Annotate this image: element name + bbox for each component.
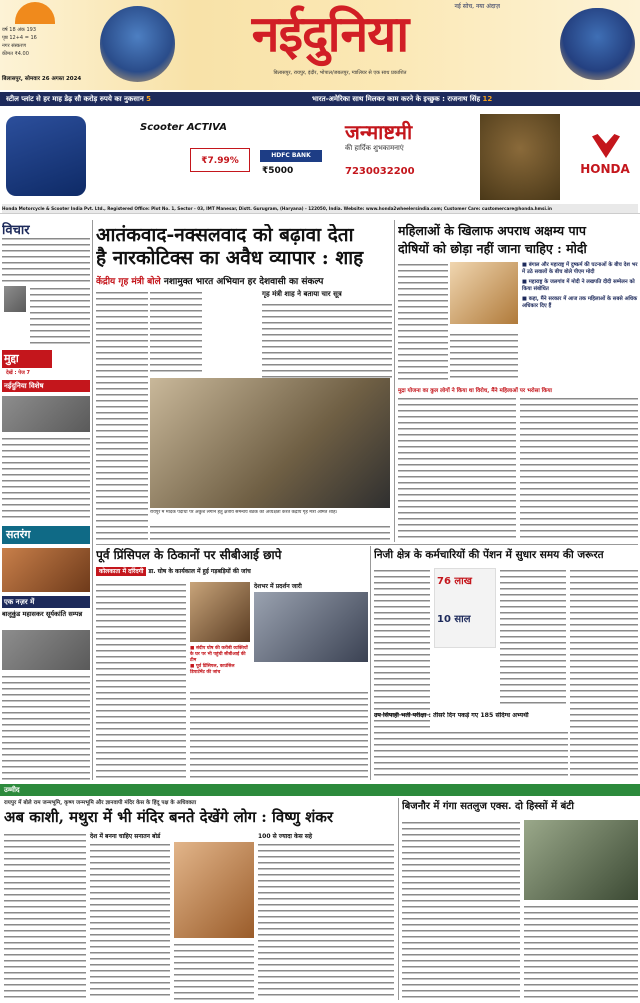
column-divider — [370, 546, 371, 780]
ad-rate-badge: ₹7.99% — [190, 148, 250, 172]
meta-line: वर्ष 18 अंक 193 — [2, 27, 37, 33]
bottom-text-col-3 — [174, 942, 254, 1000]
satrang-photo — [2, 548, 90, 592]
vishesh-photo — [2, 396, 90, 432]
section-rule — [96, 544, 638, 545]
lead-photo-caption: रायपुर में मादक पदार्थों पर अंकुश लगाने हेतु क्षेत्रीय समन्वय बैठक की अध्यक्षता करते केंद्रीय गृह मंत्री अमित शाह। — [150, 510, 338, 515]
teaser-2[interactable]: भारत-अमेरिका साथ मिलकर काम करने के इच्छुक : राजनाथ सिंह 12 — [312, 95, 493, 103]
right-headline: महिलाओं के खिलाफ अपराध अक्षम्य पाप दोषियों को छोड़ा नहीं जाना चाहिए : मोदी — [398, 223, 587, 256]
umeed-label: उम्मीद — [4, 786, 20, 794]
bottom-subhead-1: देश में बनना चाहिए सनातन बोर्ड — [90, 833, 161, 840]
bullet: ■ महाराष्ट्र के जलगांव में मोदी ने लखपति दीदी सम्मेलन को किया संबोधित — [522, 279, 635, 292]
ad-greeting: जन्माष्टमी — [345, 120, 413, 144]
modi-photo — [450, 262, 518, 324]
bottom-text-col-4 — [258, 842, 394, 1000]
mudda-heading: मुद्दा — [2, 350, 52, 368]
protest-photo — [254, 592, 368, 662]
pension-infographic — [434, 568, 496, 648]
krishna-illustration-right — [560, 8, 635, 80]
cbi-subhead: देशभर में प्रदर्शन जारी — [254, 583, 302, 590]
vichar-heading: विचार — [2, 223, 30, 236]
bijnor-text-col-2 — [524, 904, 638, 1000]
lead-text-col-4 — [150, 524, 390, 540]
vichar-text-2 — [30, 286, 90, 346]
left-column — [2, 220, 90, 780]
cbi-tag-label: कोलकाता में दरिंदगी — [96, 567, 146, 576]
lead-text-col-1 — [96, 290, 148, 540]
cbi-photo — [190, 582, 250, 642]
meta-line: पृष्ठ 12+4 = 16 — [2, 35, 37, 41]
pension-text-col-1 — [374, 568, 430, 728]
cbi-deck: डा. घोष के कार्यकाल में हुई गड़बड़ियों की जांच — [148, 568, 251, 575]
pension-stat-1: 76 लाख — [437, 576, 472, 587]
pension-stat-2: 10 साल — [437, 614, 471, 625]
cbi-text-col-2 — [190, 690, 368, 780]
train-photo — [524, 820, 638, 900]
masthead-tagline: नई सोच, नया अंदाज़ — [454, 3, 500, 10]
cbi-bullets — [190, 646, 250, 676]
right-text-col-1 — [398, 262, 448, 382]
bottom-kicker: रायपुर में बोले राम जन्मभूमि, कृष्ण जन्मभूमि और ज्ञानवापी मंदिर केस के हिंदू पक्ष के अधिवक्ता — [4, 800, 197, 806]
ad-phone[interactable]: 7230032200 — [345, 166, 415, 177]
vichar-text — [2, 236, 90, 282]
teaser-strip — [0, 92, 640, 106]
cbi-tag — [96, 566, 368, 578]
right-text-col-2 — [450, 332, 518, 382]
krishna-illustration — [100, 6, 175, 82]
satrang-heading: सतरंग — [2, 526, 90, 544]
vishesh-text — [2, 436, 90, 520]
meta-line: कीमत ₹4.00 — [2, 51, 29, 57]
bullet: ■ बंगाल और महाराष्ट्र में दुष्कर्म की घटनाओं के बीच देश भर में उठे सवालों के बीच बोले पीएम मोदी — [522, 262, 638, 275]
honda-wing-icon — [592, 134, 620, 158]
lead-photo — [150, 378, 390, 508]
column-divider — [92, 220, 93, 780]
bullet: ■ पूर्व प्रिंसिपल, काउंसिल डिपार्टमेंट की जांच — [190, 664, 235, 675]
ad-model: Scooter ACTIVA — [140, 122, 227, 133]
bottom-headline: अब काशी, मथुरा में भी मंदिर बनते देखेंगे लोग : विष्णु शंकर — [4, 808, 334, 826]
ad-footer: Honda Motorcycle & Scooter India Pvt. Ltd., Registered Office: Plot No. 1, Sector - 03, IMT Manesar, Distt. Gurugram, (Haryana) - 122050, India. Website: www.honda2wheelersindia.com; Customer Care: customercare@honda.hmsi.in — [2, 204, 638, 213]
teaser-1[interactable]: स्टील प्लांट से हर माह डेढ़ सौ करोड़ रुपये का नुकसान 5 — [6, 95, 152, 103]
cbi-text-col-1 — [96, 582, 186, 780]
column-divider — [398, 798, 399, 1000]
krishna-ad-image — [480, 114, 560, 200]
lead-text-col-2 — [150, 290, 202, 374]
ek-nazar-headline: बालूकुंड महासकर सूर्यकांति सम्पन्न — [2, 610, 83, 618]
lead-headline: आतंकवाद-नक्सलवाद को बढ़ावा देता है नारकोटिक्स का अवैध व्यापार : शाह — [96, 224, 364, 269]
pension-subhead: उप सिपाही भर्ती परीक्षा : तीसरे दिन पकड़े गए 185 संदिग्ध अभ्यर्थी — [374, 712, 529, 719]
column-divider — [394, 220, 395, 542]
pension-text-col-2 — [500, 568, 566, 708]
right-subhead: मुद्रा योजना का कुल लोगों ने किया था विरोध, मैंने महिलाओं पर भरोसा किया — [398, 388, 552, 394]
meta-block — [2, 26, 97, 58]
mudda-page: देखें : पेज 7 — [6, 370, 30, 376]
lead-deck: केंद्रीय गृह मंत्री बोले नशामुक्त भारत अभियान हर देशवासी का संकल्प — [96, 277, 324, 287]
cbi-headline: पूर्व प्रिंसिपल के ठिकानों पर सीबीआई छापे — [96, 548, 282, 562]
naiduniya-vishesh-heading: नईदुनिया विशेष — [2, 380, 90, 392]
right-bullets — [522, 262, 638, 310]
bullet: ■ कहा, मैंने सरकार में आज तक महिलाओं के सबसे अधिक अधिकार दिए हैं — [522, 296, 638, 309]
bijnor-text-col-1 — [402, 820, 520, 1000]
pension-text-col-4 — [374, 730, 568, 780]
meta-line: नगर संस्करण — [2, 43, 27, 49]
lead-subhead-1: गृह मंत्री शाह ने बताया चार सूत्र — [262, 290, 342, 298]
ad-bank: HDFC BANK — [260, 150, 322, 162]
lead-text-col-3 — [262, 302, 392, 382]
advertisement[interactable] — [0, 108, 640, 214]
bullet: ■ संदीप घोष की करीबी व्यक्तियों के घर पर भी पहुंची सीबीआई की टीम — [190, 646, 248, 663]
author-photo — [4, 286, 26, 312]
right-text-col-3 — [398, 396, 516, 542]
sun-logo-icon — [15, 2, 55, 24]
masthead-logo: नईदुनिया — [251, 4, 409, 63]
bottom-text-col-1 — [4, 832, 86, 1000]
bottom-text-col-2 — [90, 842, 170, 1000]
ad-cashback: ₹5000 — [262, 166, 294, 176]
scooter-image — [6, 116, 86, 196]
right-text-col-4 — [520, 396, 638, 542]
vishnu-shankar-photo — [174, 842, 254, 938]
bottom-subhead-2: 100 से ज्यादा केस सहे — [258, 833, 313, 840]
ek-nazar-text — [2, 674, 90, 780]
ad-greeting-sub: की हार्दिक शुभकामनाएं — [345, 144, 404, 152]
pension-text-col-3 — [570, 568, 638, 780]
masthead — [0, 0, 640, 90]
bijnor-headline: बिजनौर में गंगा सतलुज एक्स. दो हिस्सों में बंटी — [402, 801, 574, 812]
pension-headline: निजी क्षेत्र के कर्मचारियों की पेंशन में सुधार समय की जरूरत — [374, 549, 604, 561]
ek-nazar-heading: एक नज़र में — [2, 596, 90, 608]
masthead-date: बिलासपुर, सोमवार 26 अगस्त 2024 — [2, 76, 82, 82]
masthead-editions: बिलासपुर, रायपुर, इंदौर, भोपाल/जबलपुर, ग्वालियर से एक साथ प्रकाशित — [273, 70, 407, 76]
umeed-band — [0, 784, 640, 796]
ad-brand: HONDA — [580, 162, 630, 176]
ek-nazar-photo — [2, 630, 90, 670]
